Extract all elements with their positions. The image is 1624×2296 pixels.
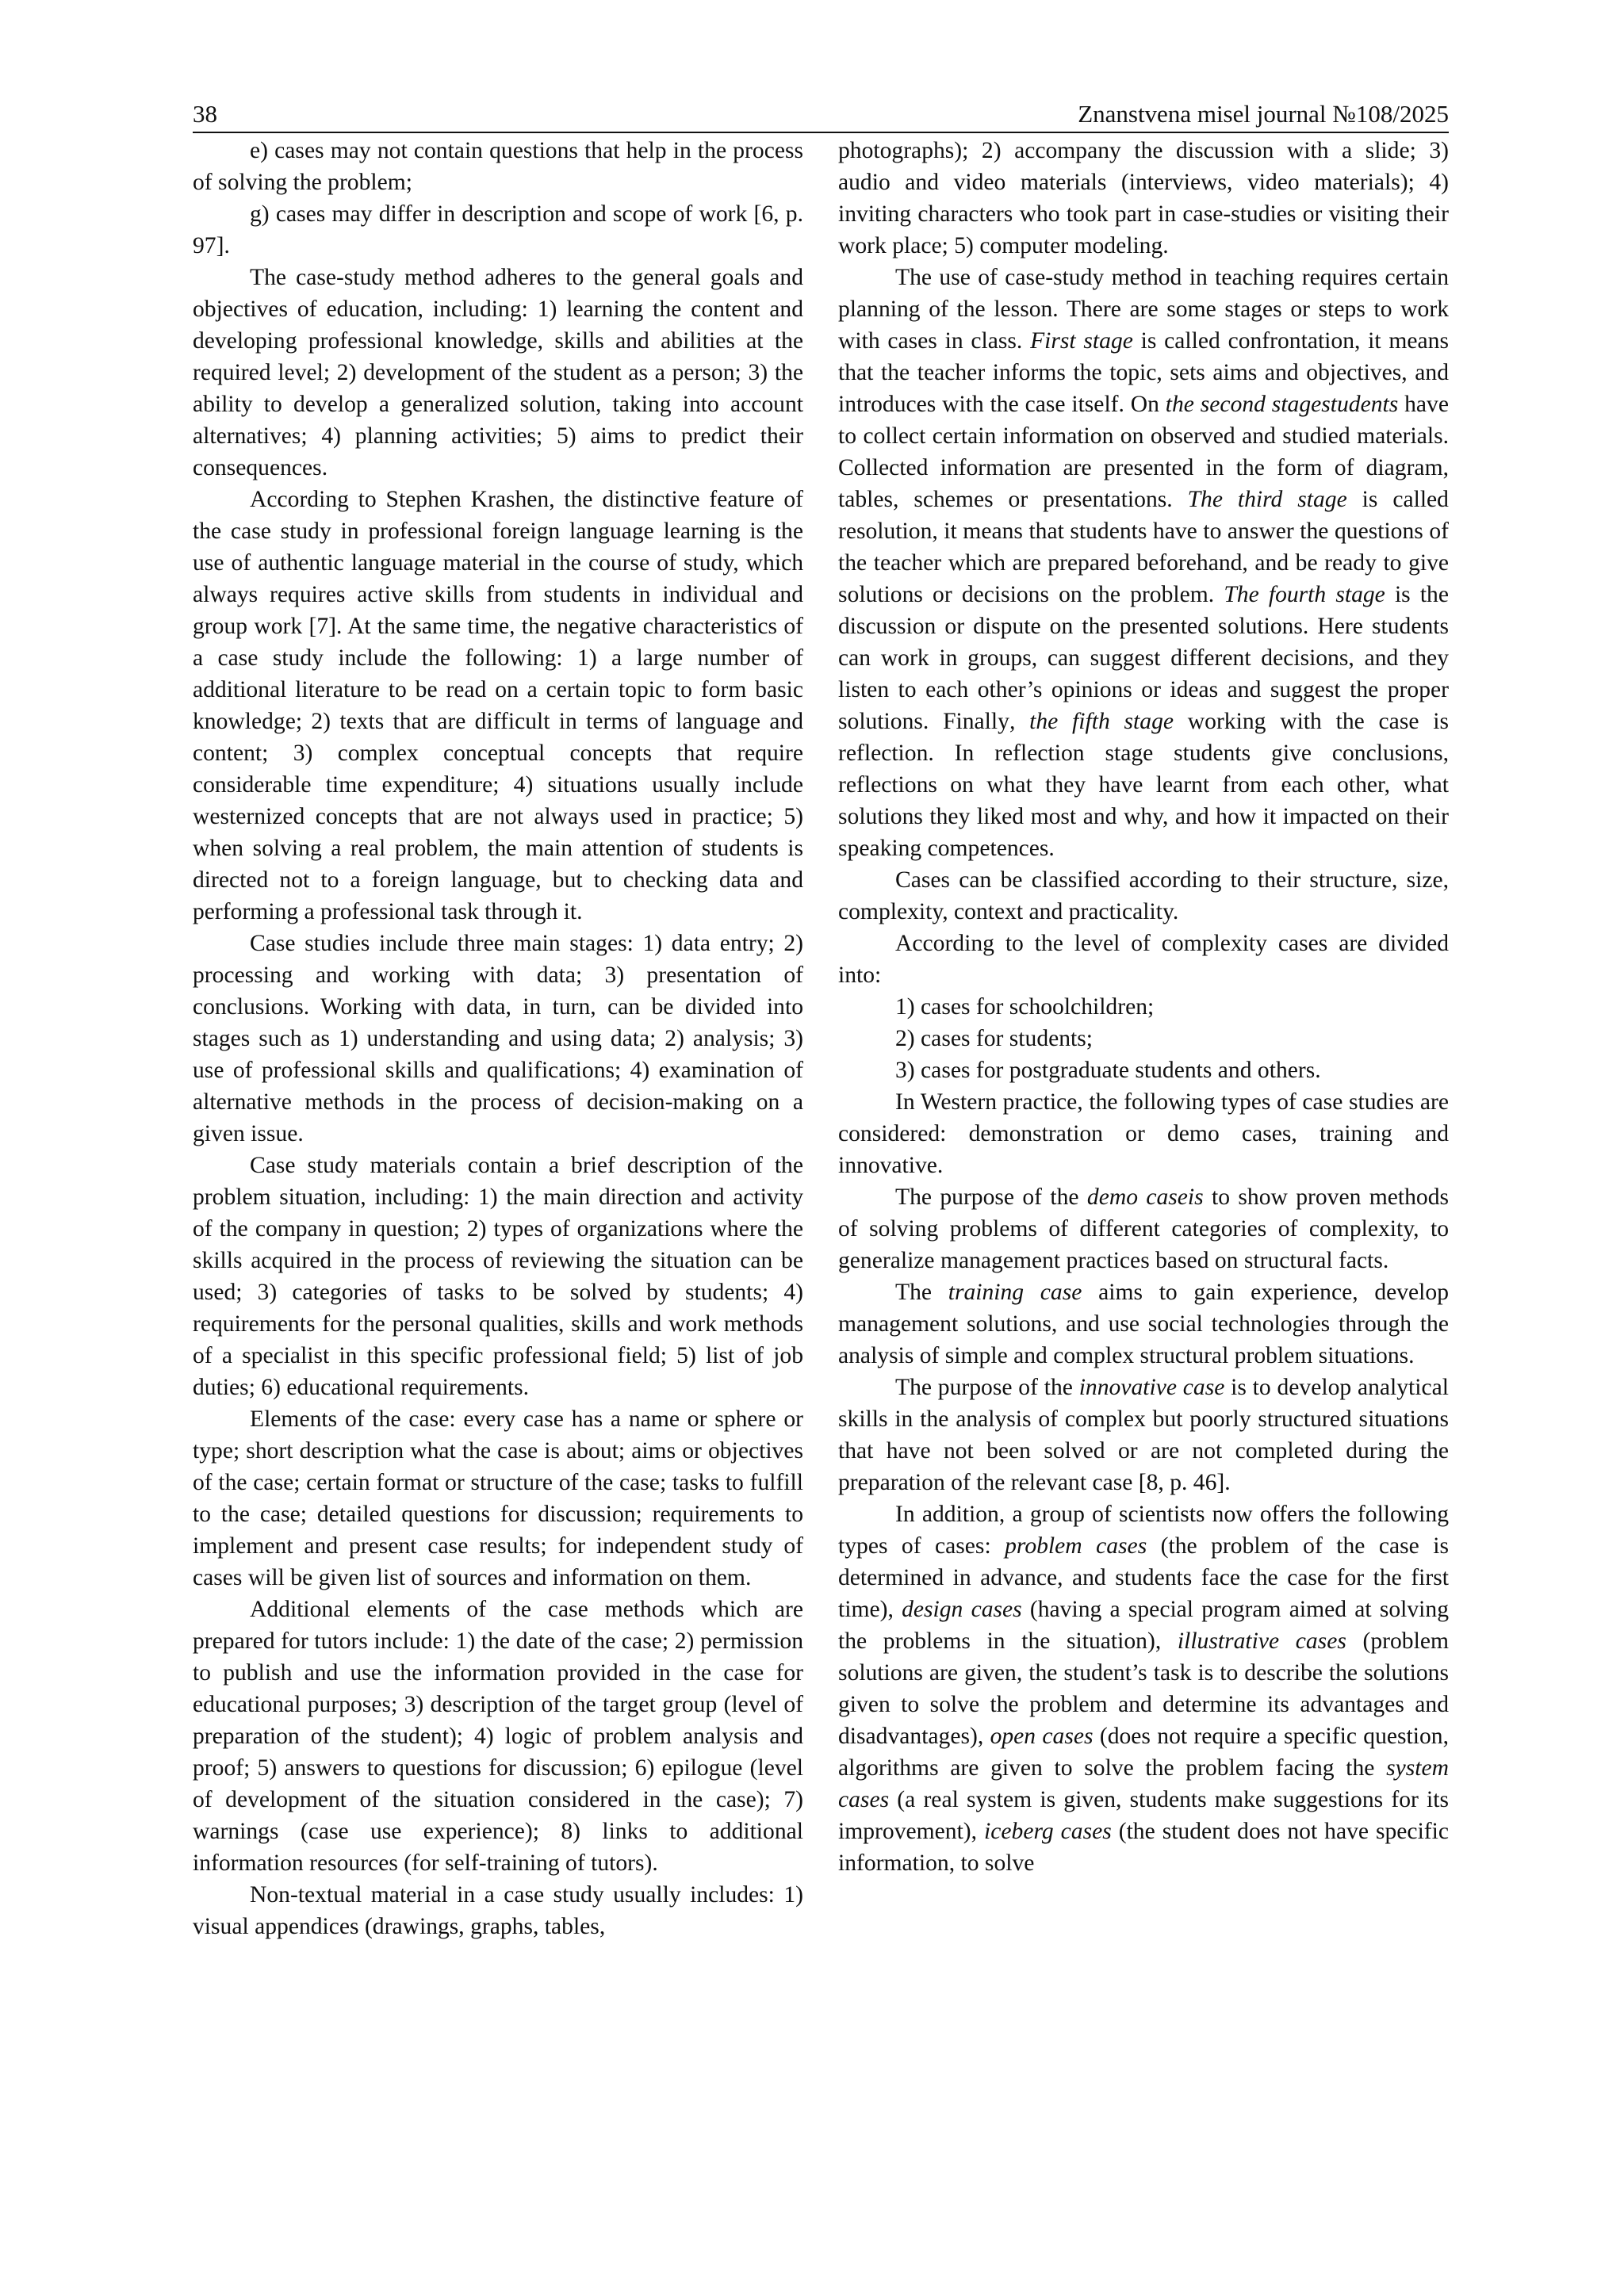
left-column bbox=[193, 135, 803, 2149]
paragraph: Additional elements of the case methods which are prepared for tutors include: 1) the date of the case; 2) permission to publish and use the information provided in the case for educational purposes; 3) description of the target group (level of preparation of the student); 4) logic of problem analysis and proof; 5) answers to questions for discussion; 6) epilogue (level of development of the situation considered in the case); 7) warnings (case use experience); 8) links to additional information resources (for self-training of tutors). bbox=[193, 1597, 803, 1876]
text-run: is called confrontation, it means that the teacher informs the topic, sets aims and objectives, and introduces with the case itself. On bbox=[838, 328, 1449, 417]
text-run: (the student does not have specific information, to solve bbox=[838, 1819, 1449, 1876]
list-item: 1) cases for schoolchildren; bbox=[895, 994, 1155, 1020]
emphasis: First stage bbox=[1030, 328, 1133, 354]
text-run: The purpose of the bbox=[895, 1375, 1079, 1400]
header-rule bbox=[193, 132, 1449, 133]
text-run: (does not require a specific question, algorithms are given to solve the problem facing the bbox=[838, 1724, 1449, 1781]
paragraph bbox=[838, 1276, 1449, 1372]
page-header bbox=[193, 97, 1449, 132]
paragraph: Cases can be classified according to their structure, size, complexity, context and practicality. bbox=[838, 867, 1449, 924]
emphasis: illustrative cases bbox=[1177, 1628, 1346, 1654]
paragraph: According to Stephen Krashen, the distinctive feature of the case study in professional foreign language learning is the use of authentic language material in the course of study, which always requires active skills from students in individual and group work [7]. At the same time, the negative characteristics of a case study include the following: 1) a large number of additional literature to be read on a certain topic to form basic knowledge; 2) texts that are difficult in terms of language and content; 3) complex conceptual concepts that require considerable time expenditure; 4) situations usually include westernized concepts that are not always used in practice; 5) when solving a real problem, the main attention of students is directed not to a foreign language, but to checking data and performing a professional task through it. bbox=[193, 487, 803, 924]
list-item: 3) cases for postgraduate students and others. bbox=[895, 1058, 1321, 1083]
text-run: is called resolution, it means that students have to answer the questions of the teacher which are prepared beforehand, and be ready to give solutions or decisions on the problem. bbox=[838, 487, 1449, 607]
paragraph: photographs); 2) accompany the discussion with a slide; 3) audio and video materials (interviews, video materials); 4) inviting characters who took part in case-studies or visiting their work place; 5) computer modeling. bbox=[838, 138, 1449, 258]
emphasis: design cases bbox=[902, 1597, 1022, 1622]
text-run: is the discussion or dispute on the presented solutions. Here students can work in groups, can suggest different decisions, and they listen to each other’s opinions or ideas and suggest the proper solutions. Finally bbox=[838, 582, 1449, 734]
emphasis: The third stage bbox=[1187, 487, 1347, 512]
emphasis: system cases bbox=[838, 1755, 1449, 1812]
emphasis: the second stagestudents bbox=[1165, 392, 1399, 417]
emphasis: The fourth stage bbox=[1224, 582, 1385, 607]
paragraph bbox=[838, 1498, 1449, 1879]
text-run: The use of case-study method in teaching requires certain planning of the lesson. There are some stages or steps to work with cases in class. bbox=[838, 265, 1449, 354]
paragraph: According to the level of complexity cases are divided into: bbox=[838, 931, 1449, 988]
paragraph bbox=[838, 1372, 1449, 1498]
emphasis: training case bbox=[948, 1280, 1082, 1305]
page-number: 38 bbox=[193, 100, 217, 128]
text-run: aims to gain experience, develop management solutions, and use social technologies through the analysis of simple and complex structural problem situations. bbox=[838, 1280, 1449, 1368]
emphasis: , the fifth stage bbox=[1009, 709, 1174, 734]
text-run: (the problem of the case is determined in advance, and students face the case for the first time), bbox=[838, 1533, 1449, 1622]
paragraph: e) cases may not contain questions that help in the process of solving the problem; bbox=[193, 138, 803, 195]
text-run: In addition, a group of scientists now offers the following types of cases: bbox=[838, 1502, 1449, 1559]
paragraph: The case-study method adheres to the general goals and objectives of education, including: 1) learning the content and developing professional knowledge, skills and abilities at the required level; 2) development of the student as a person; 3) the ability to develop a generalized solution, taking into account alternatives; 4) planning activities; 5) aims to predict their consequences. bbox=[193, 265, 803, 480]
text-run: is to develop analytical skills in the analysis of complex but poorly structured situations that have not been solved or are not completed during the preparation of the relevant case [8, p. 46]. bbox=[838, 1375, 1449, 1495]
text-run: (a real system is given, students make suggestions for its improvement), bbox=[838, 1787, 1449, 1844]
paragraph: In Western practice, the following types of case studies are considered: demonstration or demo cases, training and innovative. bbox=[838, 1089, 1449, 1178]
right-column bbox=[838, 135, 1449, 2149]
paragraph: Case study materials contain a brief description of the problem situation, including: 1) the main direction and activity of the company in question; 2) types of organizations where the skills acquired in the process of reviewing the situation can be used; 3) categories of tasks to be solved by students; 4) requirements for the personal qualities, skills and work methods of a specialist in this specific professional field; 5) list of job duties; 6) educational requirements. bbox=[193, 1153, 803, 1400]
text-run: The purpose of the bbox=[895, 1184, 1087, 1210]
emphasis: iceberg cases bbox=[984, 1819, 1112, 1844]
paragraph bbox=[838, 1181, 1449, 1276]
text-run: have to collect certain information on observed and studied materials. Collected information are presented in the form of diagram, tables, schemes or presentations. bbox=[838, 392, 1449, 512]
text-run: working with the case is reflection. In reflection stage students give conclusions, reflections on what they have learnt from each other, what solutions they liked most and why, and how it impacted on their speaking competences. bbox=[838, 709, 1449, 861]
text-run: (problem solutions are given, the student’s task is to describe the solutions given to solve the problem and determine its advantages and disadvantages), bbox=[838, 1628, 1449, 1749]
text-run: (having a special program aimed at solving the problems in the situation), bbox=[838, 1597, 1449, 1654]
emphasis: innovative case bbox=[1078, 1375, 1225, 1400]
list-item: 2) cases for students; bbox=[895, 1026, 1094, 1051]
paragraph bbox=[838, 262, 1449, 864]
emphasis: demo caseis bbox=[1086, 1184, 1204, 1210]
emphasis: problem cases bbox=[1005, 1533, 1147, 1559]
paragraph: Case studies include three main stages: 1) data entry; 2) processing and working with data; 3) presentation of conclusions. Working with data, in turn, can be divided into stages such as 1) understanding and using data; 2) analysis; 3) use of professional skills and qualifications; 4) examination of alternative methods in the process of decision-making on a given issue. bbox=[193, 931, 803, 1146]
text-run: to show proven methods of solving problems of different categories of complexity, to generalize management practices based on structural facts. bbox=[838, 1184, 1449, 1273]
journal-title: Znanstvena misel journal №108/2025 bbox=[1078, 100, 1449, 128]
paragraph: g) cases may differ in description and scope of work [6, p. 97]. bbox=[193, 201, 803, 258]
paragraph: Non-textual material in a case study usually includes: 1) visual appendices (drawings, graphs, tables, bbox=[193, 1882, 803, 1939]
paragraph: Elements of the case: every case has a name or sphere or type; short description what the case is about; aims or objectives of the case; certain format or structure of the case; tasks to fulfill to the case; detailed questions for discussion; requirements to implement and present case results; for independent study of cases will be given list of sources and information on them. bbox=[193, 1406, 803, 1590]
emphasis: open cases bbox=[990, 1724, 1094, 1749]
text-run: The bbox=[895, 1280, 948, 1305]
